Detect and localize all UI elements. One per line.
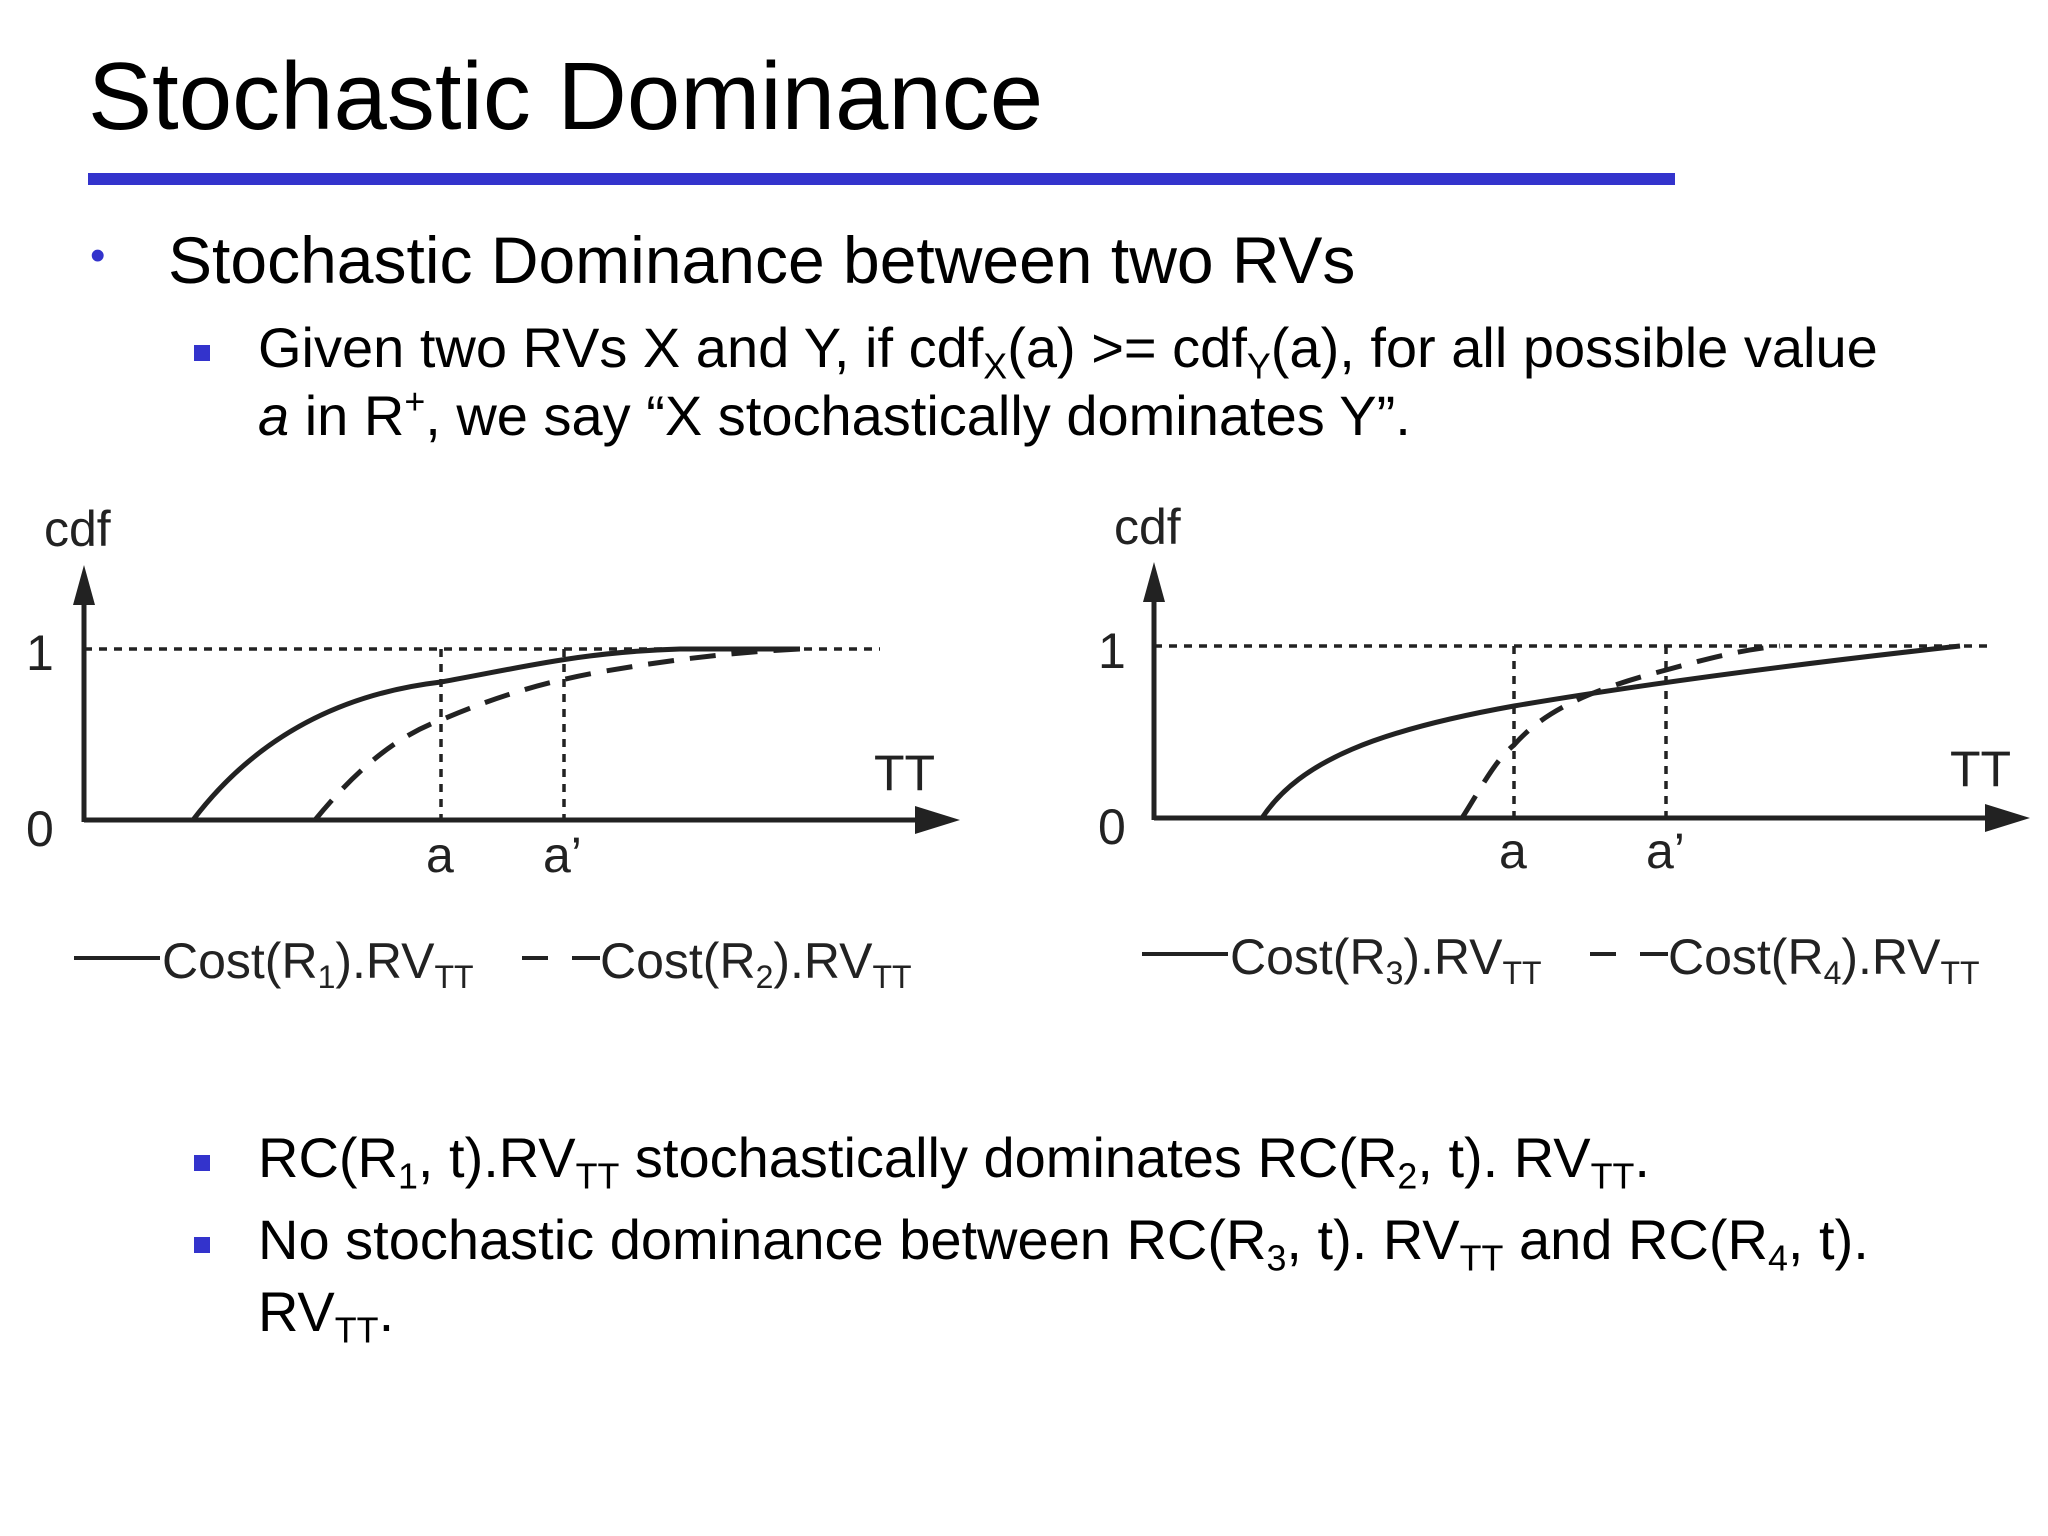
left-legend-series-1: $Cost(R_1).RV_{TT}$ (162, 933, 474, 995)
left-y-tick-0: 0 (26, 801, 54, 857)
right-y-label: cdf (1114, 499, 1181, 555)
right-y-tick-0: 0 (1098, 799, 1126, 855)
right-x-axis-arrow-icon (1985, 804, 2030, 832)
right-mark-a-prime: a’ (1646, 823, 1685, 879)
right-x-label: TT (1950, 741, 2012, 797)
left-mark-a-prime: a’ (543, 827, 582, 883)
left-legend-series-2: $Cost(R_2).RV_{TT}$ (600, 933, 912, 995)
right-y-axis-arrow-icon (1143, 562, 1165, 602)
left-x-label: TT (874, 745, 936, 801)
square-bullet-icon (194, 1155, 210, 1171)
conclusion-line-2-continued: $RV_{TT}$. (258, 1280, 395, 1351)
square-bullet-icon (194, 1237, 210, 1253)
definition-line-2: a in R+, we say “X stochastically dominates Y”. (258, 381, 1411, 447)
left-y-label: cdf (44, 501, 111, 557)
definition-line-1: Given two RVs X and Y, if cdf$_X$(a) >= cdf$_Y$(a), for all possible value (258, 316, 1878, 387)
bullet-dot-icon: • (90, 231, 106, 280)
right-series-solid-curve (1262, 646, 1960, 818)
slide-title: Stochastic Dominance (88, 43, 1044, 150)
right-cdf-diagram (1098, 499, 2030, 991)
conclusion-line-2: No stochastic dominance between $RC(R_3$, t). $RV_{TT}$ and $RC(R_4$, t). (258, 1208, 1869, 1279)
right-legend-series-1: $Cost(R_3).RV_{TT}$ (1230, 929, 1542, 991)
left-series-dashed-curve (315, 649, 800, 820)
bullet-heading: Stochastic Dominance between two RVs (168, 223, 1356, 297)
conclusion-line-1: $RC(R_1$, $t).RV_{TT}$ stochastically dominates $RC(R_2$, t). $RV_{TT}$. (258, 1126, 1650, 1197)
left-cdf-diagram (26, 501, 960, 995)
left-mark-a: a (426, 827, 454, 883)
right-mark-a: a (1499, 823, 1527, 879)
left-series-solid-curve (193, 649, 800, 820)
left-y-axis-arrow-icon (73, 565, 95, 605)
left-y-tick-1: 1 (26, 625, 54, 681)
right-y-tick-1: 1 (1098, 623, 1126, 679)
left-x-axis-arrow-icon (915, 806, 960, 834)
right-legend-series-2: $Cost(R_4).RV_{TT}$ (1668, 929, 1980, 991)
